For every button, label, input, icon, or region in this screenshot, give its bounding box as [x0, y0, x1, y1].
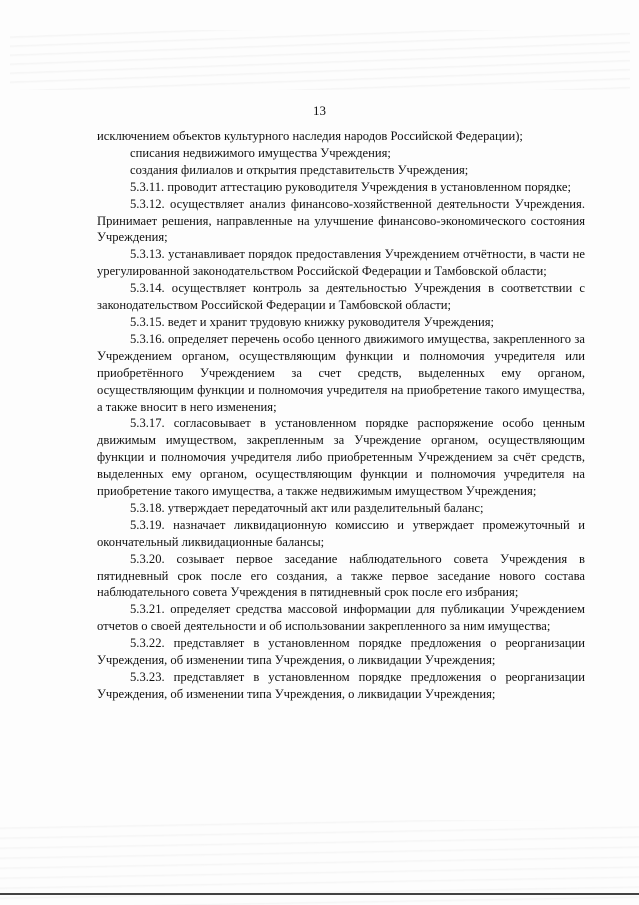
scan-edge-line: [0, 893, 639, 895]
page-number: 13: [313, 103, 326, 118]
paragraph: 5.3.21. определяет средства массовой информации для публикации Учреждением отчетов о своей деятельности и об использовании закрепленного за ним имущества;: [97, 602, 585, 634]
paragraph: 5.3.14. осуществляет контроль за деятельностью Учреждения в соответствии с законодательством Российской Федерации и Тамбовской области;: [97, 281, 585, 313]
paragraph: 5.3.13. устанавливает порядок предоставления Учреждением отчётности, в части не урегулированной законодательством Российской Федерации и Тамбовской области;: [97, 247, 585, 279]
paragraph: 5.3.17. согласовывает в установленном порядке распоряжение особо ценным движимым имуществом, закрепленным за Учреждение органом, осуществляющим функции и полномочия учредителя либо приобретенным Учреждением за счёт средств, выделенных ему органом, осуществляющим функции и полномочия учредителя на приобретение такого имущества, а также недвижимым имуществом Учреждения;: [97, 416, 585, 499]
paragraph: 5.3.23. представляет в установленном порядке предложения о реорганизации Учреждения, об изменении типа Учреждения, о ликвидации Учреждения;: [97, 670, 585, 701]
paragraph: 5.3.19. назначает ликвидационную комиссию и утверждает промежуточный и окончательный ликвидационные балансы;: [97, 517, 585, 549]
document-body: [97, 128, 585, 703]
paragraph: 5.3.18. утверждает передаточный акт или разделительный баланс;: [130, 500, 484, 515]
paragraph: 5.3.11. проводит аттестацию руководителя Учреждения в установленном порядке;: [130, 179, 572, 194]
paragraph: 5.3.12. осуществляет анализ финансово-хозяйственной деятельности Учреждения. Принимает решения, направленные на улучшение финансово-экономического состояния Учреждения;: [97, 196, 585, 245]
paragraph: 5.3.16. определяет перечень особо ценного движимого имущества, закрепленного за Учреждением органом, осуществляющим функции и полномочия учредителя или приобретённого Учреждением за счет средств, выделенных ему органом, осуществляющим функции и полномочия учредителя на приобретение такого имущества, а также вносит в него изменения;: [97, 331, 585, 414]
scan-noise-top: [10, 30, 630, 90]
paragraph: 5.3.15. ведет и хранит трудовую книжку руководителя Учреждения;: [130, 314, 495, 329]
paragraph: списания недвижимого имущества Учреждения;: [130, 145, 391, 160]
paragraph: исключением объектов культурного наследия народов Российской Федерации);: [97, 129, 523, 143]
paragraph: создания филиалов и открытия представительств Учреждения;: [130, 162, 469, 177]
paragraph: 5.3.20. созывает первое заседание наблюдательного совета Учреждения в пятидневный срок после его создания, а также первое заседание нового состава наблюдательного совета Учреждения в пятидневный срок после его избрания;: [97, 551, 585, 600]
paragraph: 5.3.22. представляет в установленном порядке предложения о реорганизации Учреждения, об изменении типа Учреждения, о ликвидации Учреждения;: [97, 636, 585, 668]
